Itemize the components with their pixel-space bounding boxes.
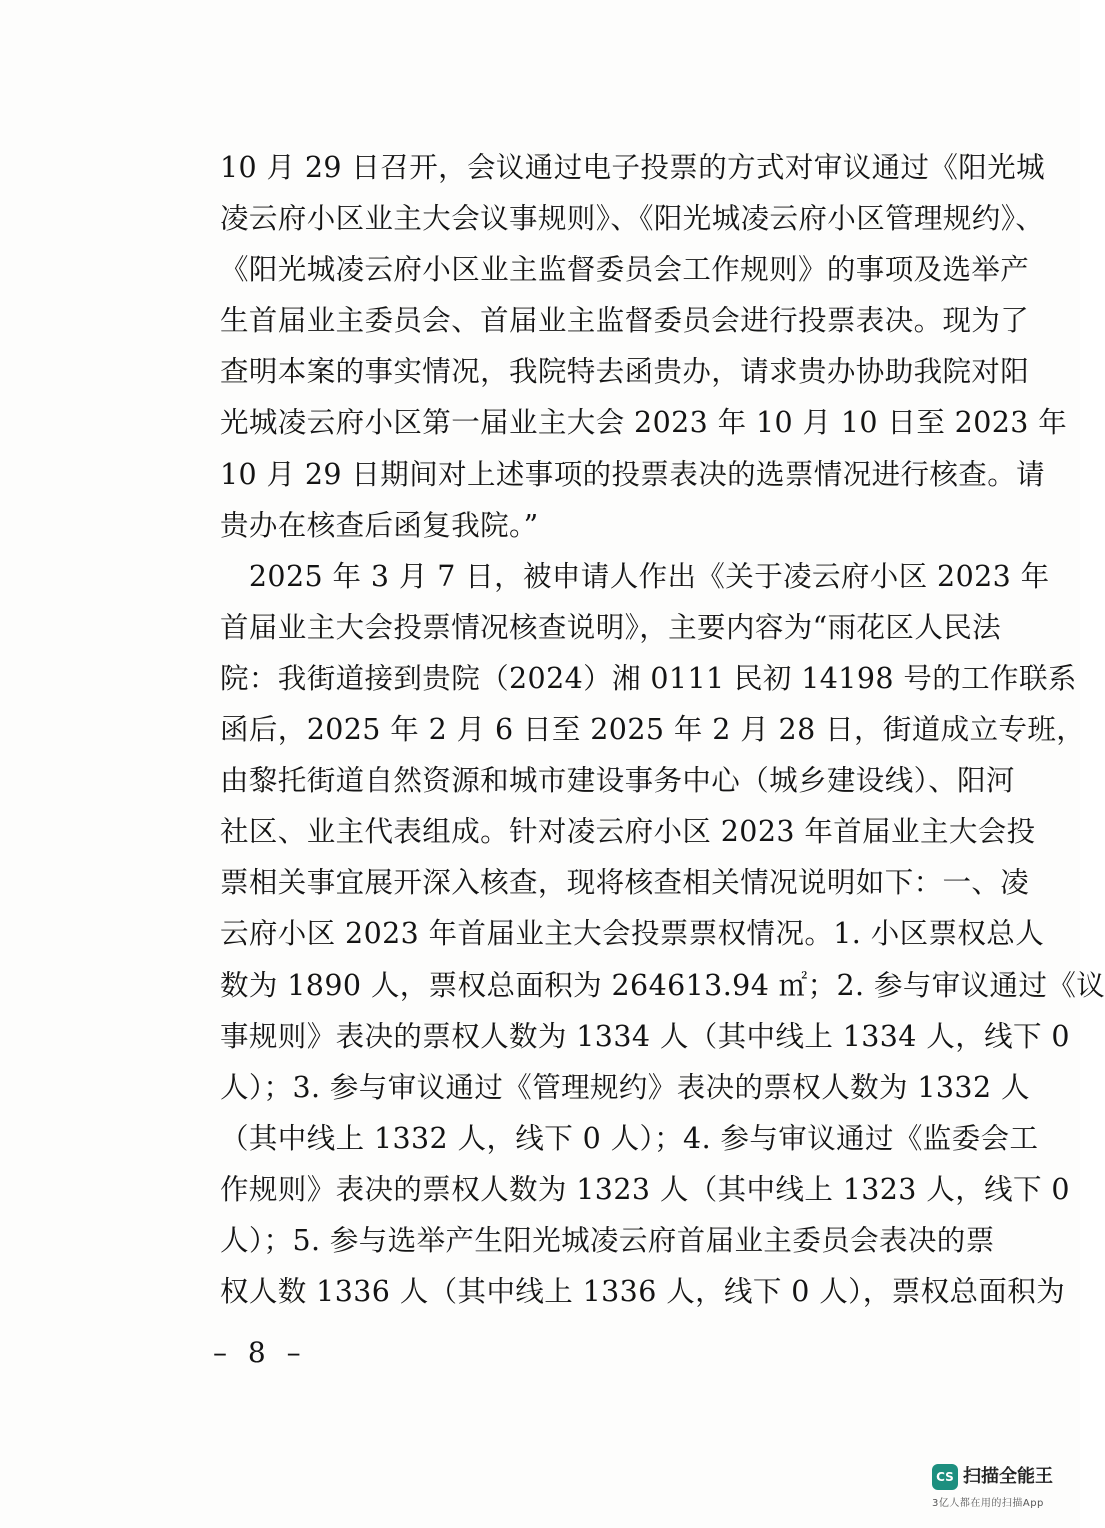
page-number: – 8 – [213,1336,307,1369]
watermark-tagline: 3亿人都在用的扫描App [932,1498,1044,1509]
text-line: 生首届业主委员会、首届业主监督委员会进行投票表决。现为了 [220,304,1030,338]
text-line: 查明本案的事实情况，我院特去函贵办，请求贵办协助我院对阳 [220,355,1030,389]
text-line: 10 月 29 日召开，会议通过电子投票的方式对审议通过《阳光城 [220,151,1046,184]
text-line: 事规则》表决的票权人数为 1334 人（其中线上 1334 人，线下 0 [220,1019,1070,1053]
text-line: 票相关事宜展开深入核查，现将核查相关情况说明如下：一、凌 [220,866,1030,900]
camscanner-logo-icon: CS [932,1464,958,1490]
text-line: 贵办在核查后函复我院。” [220,508,539,542]
text-line: 院：我街道接到贵院（2024）湘 0111 民初 14198 号的工作联系 [220,661,1077,695]
text-line: 凌云府小区业主大会议事规则》、《阳光城凌云府小区管理规约》、 [220,202,1045,236]
watermark-app-name: 扫描全能王 [963,1466,1053,1487]
text-line: 社区、业主代表组成。针对凌云府小区 2023 年首届业主大会投 [220,815,1036,849]
text-line: 数为 1890 人，票权总面积为 264613.94 ㎡；2. 参与审议通过《议 [220,968,1105,1002]
text-line: 人）；3. 参与审议通过《管理规约》表决的票权人数为 1332 人 [220,1070,1030,1104]
text-line: 首届业主大会投票情况核查说明》，主要内容为“雨花区人民法 [220,610,1002,644]
text-line: 光城凌云府小区第一届业主大会 2023 年 10 月 10 日至 2023 年 [220,406,1068,440]
text-line: （其中线上 1332 人，线下 0 人）；4. 参与审议通过《监委会工 [220,1121,1039,1155]
text-line: 10 月 29 日期间对上述事项的投票表决的选票情况进行核查。请 [220,457,1046,491]
text-line: 权人数 1336 人（其中线上 1336 人，线下 0 人），票权总面积为 [220,1275,1066,1309]
text-line: 人）；5. 参与选举产生阳光城凌云府首届业主委员会表决的票 [220,1223,995,1257]
text-line: 函后，2025 年 2 月 6 日至 2025 年 2 月 28 日，街道成立专班， [220,713,1086,747]
text-line: 《阳光城凌云府小区业主监督委员会工作规则》的事项及选举产 [220,253,1030,287]
body-text [220,142,1105,1317]
text-line: 作规则》表决的票权人数为 1323 人（其中线上 1323 人，线下 0 [220,1172,1070,1206]
text-line: 2025 年 3 月 7 日，被申请人作出《关于凌云府小区 2023 年 [220,559,1050,593]
scanner-watermark [930,1464,1070,1514]
text-line: 由黎托街道自然资源和城市建设事务中心（城乡建设线）、阳河 [220,764,1015,798]
text-line: 云府小区 2023 年首届业主大会投票票权情况。1. 小区票权总人 [220,917,1045,951]
